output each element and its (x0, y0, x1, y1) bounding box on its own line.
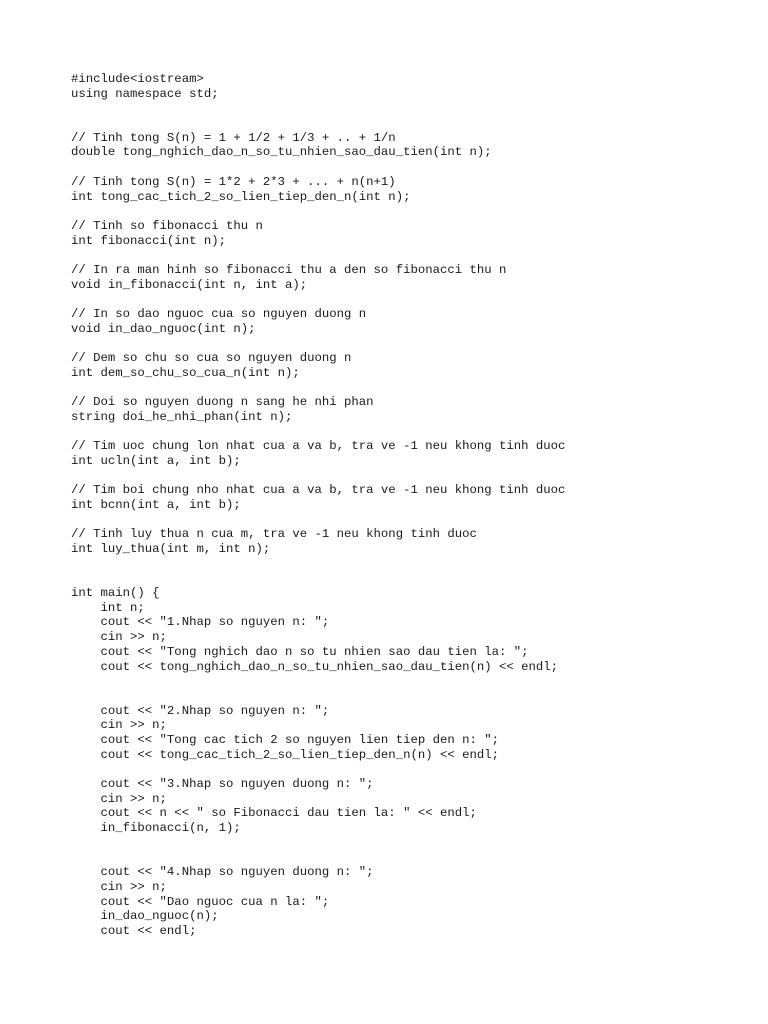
code-line: cin >> n; (71, 879, 167, 894)
code-line (71, 469, 751, 484)
code-line: cin >> n; (71, 630, 167, 645)
code-line: cout << "1.Nhap so nguyen n: "; (71, 615, 330, 630)
code-line: void in_fibonacci(int n, int a); (71, 277, 308, 292)
code-line: // In ra man hinh so fibonacci thu a den so fibonacci thu n (71, 262, 507, 277)
code-line: double tong_nghich_dao_n_so_tu_nhien_sao_dau_tien(int n); (71, 145, 492, 160)
code-line: int bcnn(int a, int b); (71, 497, 241, 512)
code-line (71, 336, 751, 351)
code-line: // Dem so chu so cua so nguyen duong n (71, 351, 352, 366)
code-line (71, 557, 751, 572)
code-line: cout << "3.Nhap so nguyen duong n: "; (71, 777, 374, 791)
code-line: // In so dao nguoc cua so nguyen duong n (71, 307, 367, 321)
code-line: int ucln(int a, int b); (71, 453, 241, 468)
code-line: int tong_cac_tich_2_so_lien_tiep_den_n(int n); (71, 189, 411, 204)
code-line: cout << endl; (71, 923, 197, 938)
code-line: cout << "Dao nguoc cua n la: "; (71, 894, 330, 909)
code-line (71, 160, 751, 175)
code-line: int dem_so_chu_so_cua_n(int n); (71, 365, 300, 380)
code-line: int fibonacci(int n); (71, 233, 226, 248)
code-line (71, 689, 751, 704)
code-line: // Tinh tong S(n) = 1 + 1/2 + 1/3 + .. + 1/n (71, 130, 396, 145)
code-line: cout << n << " so Fibonacci dau tien la: " << endl; (71, 806, 477, 821)
code-line (71, 380, 751, 395)
code-line: int luy_thua(int m, int n); (71, 542, 271, 556)
code-line (71, 425, 751, 440)
code-line (71, 674, 751, 689)
code-line (71, 513, 751, 528)
code-line: int main() { (71, 586, 160, 601)
code-line: cout << "2.Nhap so nguyen n: "; (71, 703, 330, 718)
code-line: cin >> n; (71, 791, 167, 806)
code-line: cout << "Tong nghich dao n so tu nhien sao dau tien la: "; (71, 644, 529, 659)
code-line: cout << tong_cac_tich_2_so_lien_tiep_den_n(n) << endl; (71, 747, 500, 762)
code-line: int n; (71, 600, 145, 615)
code-line (71, 850, 751, 865)
code-line: // Tim uoc chung lon nhat cua a va b, tra ve -1 neu khong tinh duoc (71, 439, 566, 454)
code-line: using namespace std; (71, 86, 219, 101)
code-line (71, 571, 751, 586)
code-line: // Tinh tong S(n) = 1*2 + 2*3 + ... + n(n+1) (71, 174, 396, 189)
code-line: void in_dao_nguoc(int n); (71, 321, 256, 336)
code-block (71, 72, 751, 939)
code-line (71, 762, 751, 777)
code-line: cout << tong_nghich_dao_n_so_tu_nhien_sao_dau_tien(n) << endl; (71, 659, 559, 674)
code-line (71, 116, 751, 131)
code-line: // Tinh luy thua n cua m, tra ve -1 neu khong tinh duoc (71, 527, 477, 542)
code-line: string doi_he_nhi_phan(int n); (71, 409, 293, 424)
code-line: // Tim boi chung nho nhat cua a va b, tra ve -1 neu khong tinh duoc (71, 483, 566, 498)
code-line: // Tinh so fibonacci thu n (71, 218, 263, 233)
code-line: in_dao_nguoc(n); (71, 909, 219, 924)
code-line (71, 248, 751, 263)
code-line: cout << "4.Nhap so nguyen duong n: "; (71, 865, 374, 880)
code-line (71, 204, 751, 219)
code-line: cout << "Tong cac tich 2 so nguyen lien tiep den n: "; (71, 732, 500, 747)
code-line: // Doi so nguyen duong n sang he nhi phan (71, 395, 374, 410)
code-line (71, 101, 751, 116)
code-line: in_fibonacci(n, 1); (71, 821, 241, 836)
code-line (71, 836, 751, 851)
code-line: #include<iostream> (71, 72, 204, 86)
code-line (71, 292, 751, 307)
code-line: cin >> n; (71, 718, 167, 733)
